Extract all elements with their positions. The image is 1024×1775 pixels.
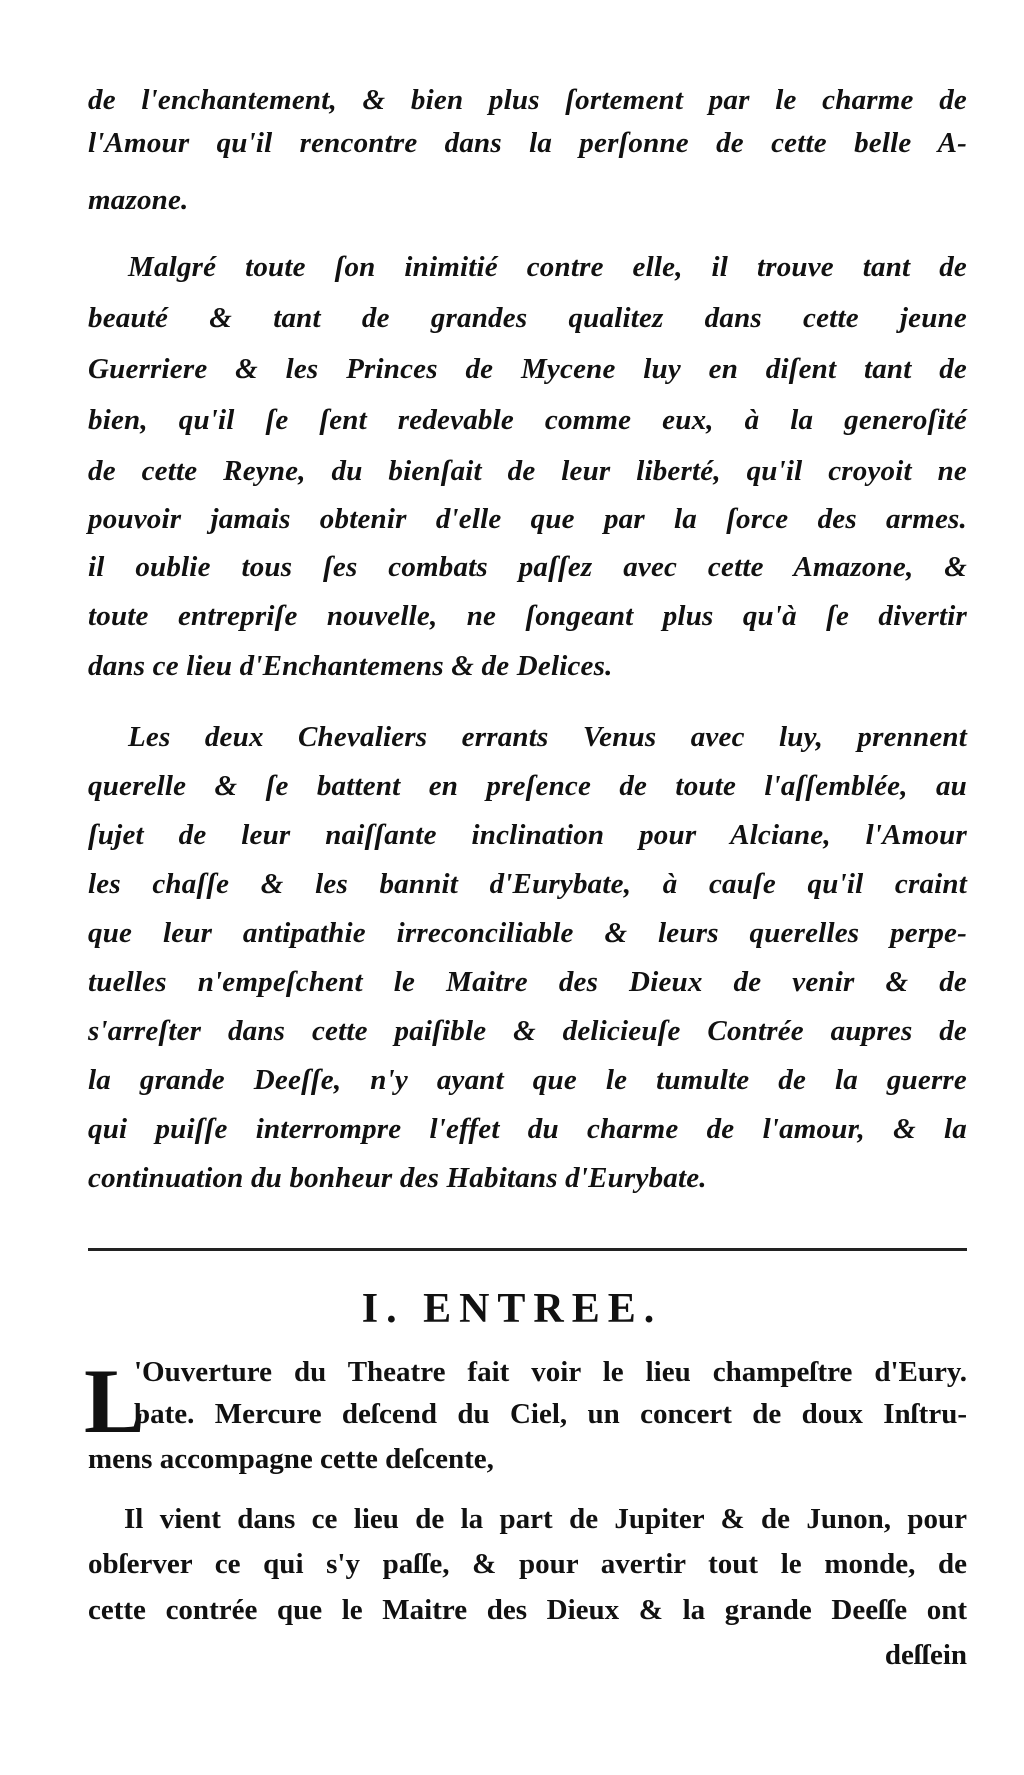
- text-line: s'arreſter dans cette paiſible & delicieuſe Contrée aupres de: [88, 1015, 967, 1047]
- text-line: de l'enchantement, & bien plus ſortement par le charme de: [88, 84, 967, 116]
- text-line: qui puiſſe interrompre l'effet du charme de l'amour, & la: [88, 1113, 967, 1145]
- text-line: la grande Deeſſe, n'y ayant que le tumulte de la guerre: [88, 1064, 967, 1096]
- text-line: les chaſſe & les bannit d'Eurybate, à cauſe qu'il craint: [88, 868, 967, 900]
- text-line: bien, qu'il ſe ſent redevable comme eux, à la generoſité: [88, 404, 967, 436]
- text-line: dans ce lieu d'Enchantemens & de Delices.: [88, 650, 613, 682]
- text-line: beauté & tant de grandes qualitez dans cette jeune: [88, 302, 967, 334]
- text-line: de cette Reyne, du bienſait de leur liberté, qu'il croyoit ne: [88, 455, 967, 487]
- text-line: l'Amour qu'il rencontre dans la perſonne de cette belle A-: [88, 127, 967, 159]
- text-line: Guerriere & les Princes de Mycene luy en diſent tant de: [88, 353, 967, 385]
- text-line: toute entrepriſe nouvelle, ne ſongeant plus qu'à ſe divertir: [88, 600, 967, 632]
- text-line: Il vient dans ce lieu de la part de Jupiter & de Junon, pour: [124, 1503, 967, 1535]
- text-line: mazone.: [88, 184, 189, 216]
- text-line: il oublie tous ſes combats paſſez avec cette Amazone, &: [88, 551, 967, 583]
- text-line: tuelles n'empeſchent le Maitre des Dieux de venir & de: [88, 966, 967, 998]
- text-line: mens accompagne cette deſcente,: [88, 1443, 494, 1475]
- drop-cap: L: [84, 1350, 146, 1452]
- text-line: ſujet de leur naiſſante inclination pour Alciane, l'Amour: [88, 819, 967, 851]
- text-line: cette contrée que le Maitre des Dieux & la grande Deeſſe ont: [88, 1594, 967, 1626]
- section-divider: [88, 1248, 967, 1251]
- text-line: pouvoir jamais obtenir d'elle que par la ſorce des armes.: [88, 503, 967, 535]
- text-line: querelle & ſe battent en preſence de toute l'aſſemblée, au: [88, 770, 967, 802]
- text-line: 'Ouverture du Theatre fait voir le lieu champeſtre d'Eury.: [134, 1356, 967, 1388]
- section-heading: I. ENTREE.: [361, 1286, 663, 1332]
- text-line: deſſein: [884, 1639, 967, 1671]
- text-line: Les deux Chevaliers errants Venus avec luy, prennent: [128, 721, 967, 753]
- text-line: bate. Mercure deſcend du Ciel, un concert de doux Inſtru-: [134, 1398, 967, 1430]
- text-line: Malgré toute ſon inimitié contre elle, il trouve tant de: [128, 251, 967, 283]
- text-line: que leur antipathie irreconciliable & leurs querelles perpe-: [88, 917, 967, 949]
- text-line: obſerver ce qui s'y paſſe, & pour avertir tout le monde, de: [88, 1548, 967, 1580]
- text-line: continuation du bonheur des Habitans d'Eurybate.: [88, 1162, 707, 1194]
